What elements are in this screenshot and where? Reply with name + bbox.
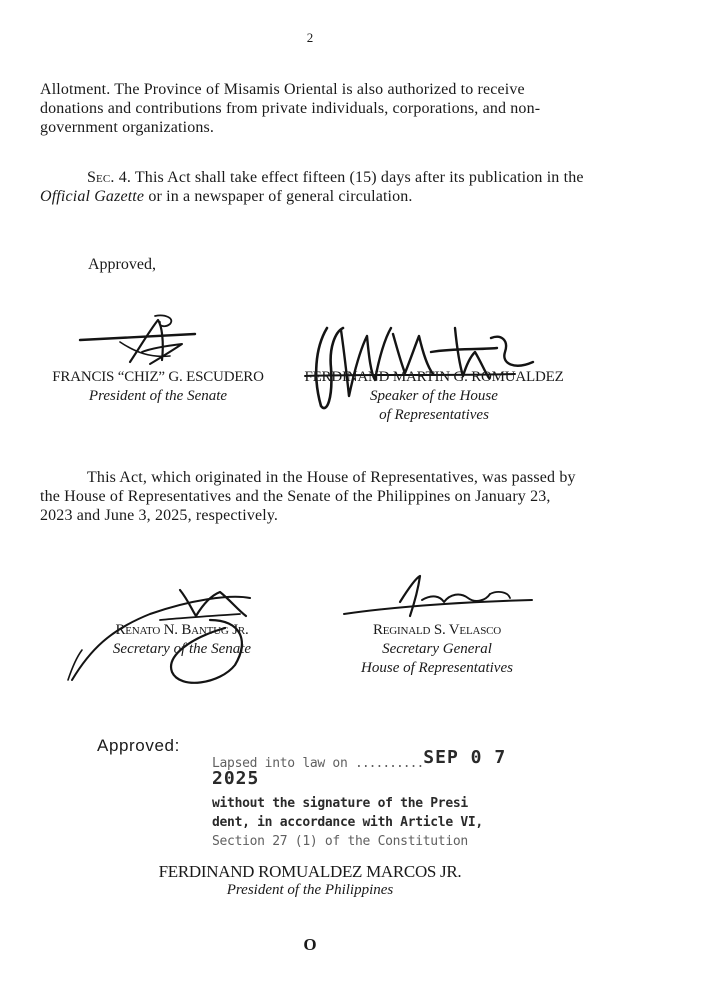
approved-label-1: Approved, [88, 256, 156, 273]
stamp-dots: .......... [355, 756, 424, 771]
page-number: 2 [306, 30, 314, 45]
velasco-title-2: House of Representatives [361, 660, 513, 676]
bantug-signature-block [78, 621, 286, 659]
stamp-date: SEP 0 7 2025 [212, 747, 507, 789]
velasco-name: Reginald S. Velasco [372, 622, 502, 638]
escudero-signature-block [36, 368, 280, 406]
lapsed-into-law-stamp [212, 747, 522, 851]
escudero-name: FRANCIS “CHIZ” G. ESCUDERO [52, 369, 264, 385]
marcos-signature-block [100, 862, 520, 900]
marcos-name: FERDINAND ROMUALDEZ MARCOS JR. [158, 862, 462, 881]
paragraph-passage: This Act, which originated in the House of Representatives, was passed by the House of Representatives and the Senate of the Philippines on January 23, 2023 and June 3, 2025, respectively. [40, 469, 576, 524]
romualdez-name: FERDINAND MARTIN G. ROMUALDEZ [304, 369, 564, 385]
escudero-title: President of the Senate [88, 388, 228, 404]
romualdez-title-2: of Representatives [379, 407, 489, 423]
stamp-line-1 [212, 747, 522, 794]
velasco-signature-block [335, 621, 539, 678]
paragraph-section-4 [40, 168, 585, 206]
official-gazette-text: Official Gazette [40, 188, 145, 205]
end-mark: O [303, 935, 317, 954]
stamp-line-1-prefix: Lapsed into law on [212, 756, 356, 771]
stamp-line-4: Section 27 (1) of the Constitution [212, 834, 468, 849]
escudero-signature [70, 312, 220, 372]
marcos-title: President of the Philippines [226, 882, 394, 898]
stamp-line-3: dent, in accordance with Article VI, [212, 815, 483, 830]
section-4-text-b: or in a newspaper of general circulation. [144, 188, 413, 205]
bantug-title: Secretary of the Senate [112, 641, 252, 657]
bantug-name: Renato N. Bantug Jr. [115, 622, 249, 638]
section-4-text-a: 4. This Act shall take effect fifteen (15) days after its publication in the [114, 169, 584, 186]
paragraph-allotment: Allotment. The Province of Misamis Oriental is also authorized to receive donations and contributions from private individuals, corporations, and non-government organizations. [40, 81, 541, 136]
romualdez-title-1: Speaker of the House [370, 388, 498, 404]
stamp-line-2: without the signature of the Presi [212, 796, 468, 811]
approved-label-2: Approved: [97, 736, 180, 755]
velasco-title-1: Secretary General [382, 641, 492, 657]
romualdez-signature-block [286, 368, 582, 425]
section-label: Sec. [87, 169, 115, 186]
